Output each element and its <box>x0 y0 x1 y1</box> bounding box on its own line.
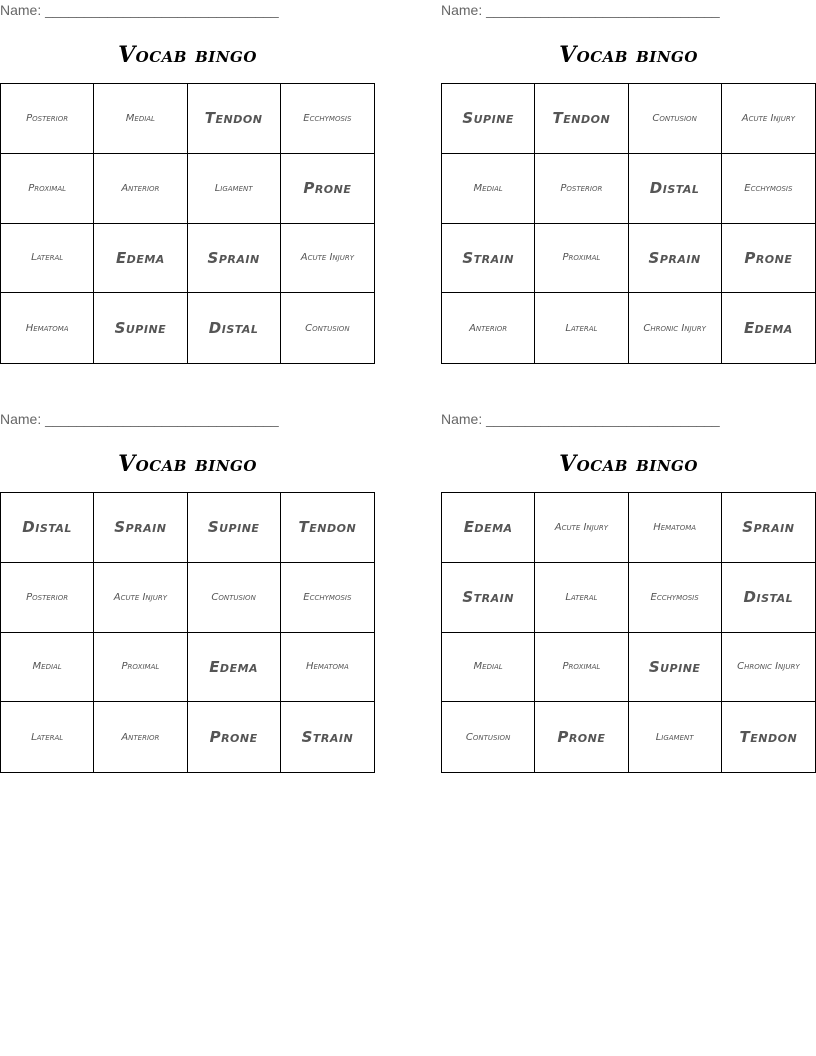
card-title: Vocab bingo <box>559 451 698 477</box>
bingo-cell: Hematoma <box>281 633 374 703</box>
bingo-cell: Proximal <box>94 633 187 703</box>
bingo-cell: Supine <box>629 633 722 703</box>
bingo-cell: Acute Injury <box>281 224 374 294</box>
bingo-cell: Sprain <box>722 493 815 563</box>
bingo-cell: Tendon <box>281 493 374 563</box>
bingo-cell: Ecchymosis <box>722 154 815 224</box>
bingo-cell: Contusion <box>188 563 281 633</box>
bingo-cell: Acute Injury <box>94 563 187 633</box>
bingo-cell: Ecchymosis <box>281 84 374 154</box>
name-line: Name: ______________________________ <box>441 411 720 427</box>
bingo-cell: Sprain <box>188 224 281 294</box>
card-title: Vocab bingo <box>118 42 257 68</box>
bingo-cell: Contusion <box>442 702 535 772</box>
bingo-cell: Ligament <box>629 702 722 772</box>
bingo-cell: Contusion <box>305 322 350 334</box>
bingo-cell: Tendon <box>535 84 628 154</box>
bingo-cell: Edema <box>94 224 187 294</box>
name-line: Name: ______________________________ <box>0 411 279 427</box>
bingo-cell: Distal <box>629 154 722 224</box>
bingo-cell: Contusion <box>629 84 722 154</box>
bingo-cell: Prone <box>722 224 815 294</box>
bingo-cell: Lateral <box>535 293 628 363</box>
bingo-cell: Anterior <box>442 293 535 363</box>
bingo-cell: Supine <box>188 493 281 563</box>
bingo-cell: Medial <box>94 84 187 154</box>
bingo-cell: Sprain <box>94 493 187 563</box>
bingo-cell: Sprain <box>629 224 722 294</box>
bingo-cell: Strain <box>442 224 535 294</box>
bingo-grid <box>0 83 375 364</box>
bingo-cell: Posterior <box>1 84 94 154</box>
bingo-cell: Tendon <box>739 728 798 747</box>
bingo-cell: Supine <box>94 293 187 363</box>
bingo-cell: Medial <box>442 633 535 703</box>
bingo-cell: Chronic Injury <box>722 633 815 703</box>
bingo-grid <box>441 492 816 773</box>
bingo-cell: Prone <box>188 702 281 772</box>
bingo-cell: Ecchymosis <box>629 563 722 633</box>
bingo-cell: Prone <box>535 702 628 772</box>
bingo-cell: Proximal <box>535 633 628 703</box>
bingo-cell: Medial <box>442 154 535 224</box>
bingo-cell: Distal <box>722 563 815 633</box>
bingo-cell: Anterior <box>94 702 187 772</box>
bingo-cell: Ligament <box>188 154 281 224</box>
bingo-cell: Edema <box>188 633 281 703</box>
bingo-cell: Posterior <box>535 154 628 224</box>
name-line: Name: ______________________________ <box>441 2 720 18</box>
bingo-cell: Distal <box>188 293 281 363</box>
bingo-cell: Hematoma <box>629 493 722 563</box>
card-title: Vocab bingo <box>559 42 698 68</box>
bingo-cell: Posterior <box>1 563 94 633</box>
bingo-cell: Hematoma <box>1 293 94 363</box>
bingo-cell: Edema <box>743 319 793 338</box>
bingo-cell: Strain <box>442 563 535 633</box>
bingo-cell: Chronic Injury <box>629 293 722 363</box>
bingo-cell: Ecchymosis <box>281 563 374 633</box>
bingo-cell: Edema <box>442 493 535 563</box>
bingo-cell: Proximal <box>535 224 628 294</box>
bingo-cell: Acute Injury <box>722 84 815 154</box>
bingo-cell: Supine <box>442 84 535 154</box>
bingo-grid <box>441 83 816 364</box>
bingo-cell: Lateral <box>1 702 94 772</box>
name-line: Name: ______________________________ <box>0 2 279 18</box>
bingo-cell: Tendon <box>188 84 281 154</box>
bingo-cell: Strain <box>301 728 354 747</box>
bingo-grid <box>0 492 375 773</box>
bingo-cell: Medial <box>1 633 94 703</box>
bingo-cell: Anterior <box>94 154 187 224</box>
card-title: Vocab bingo <box>118 451 257 477</box>
bingo-cell: Lateral <box>1 224 94 294</box>
bingo-cell: Proximal <box>1 154 94 224</box>
bingo-cell: Prone <box>281 154 374 224</box>
bingo-cell: Acute Injury <box>535 493 628 563</box>
bingo-cell: Lateral <box>535 563 628 633</box>
bingo-cell: Distal <box>1 493 94 563</box>
